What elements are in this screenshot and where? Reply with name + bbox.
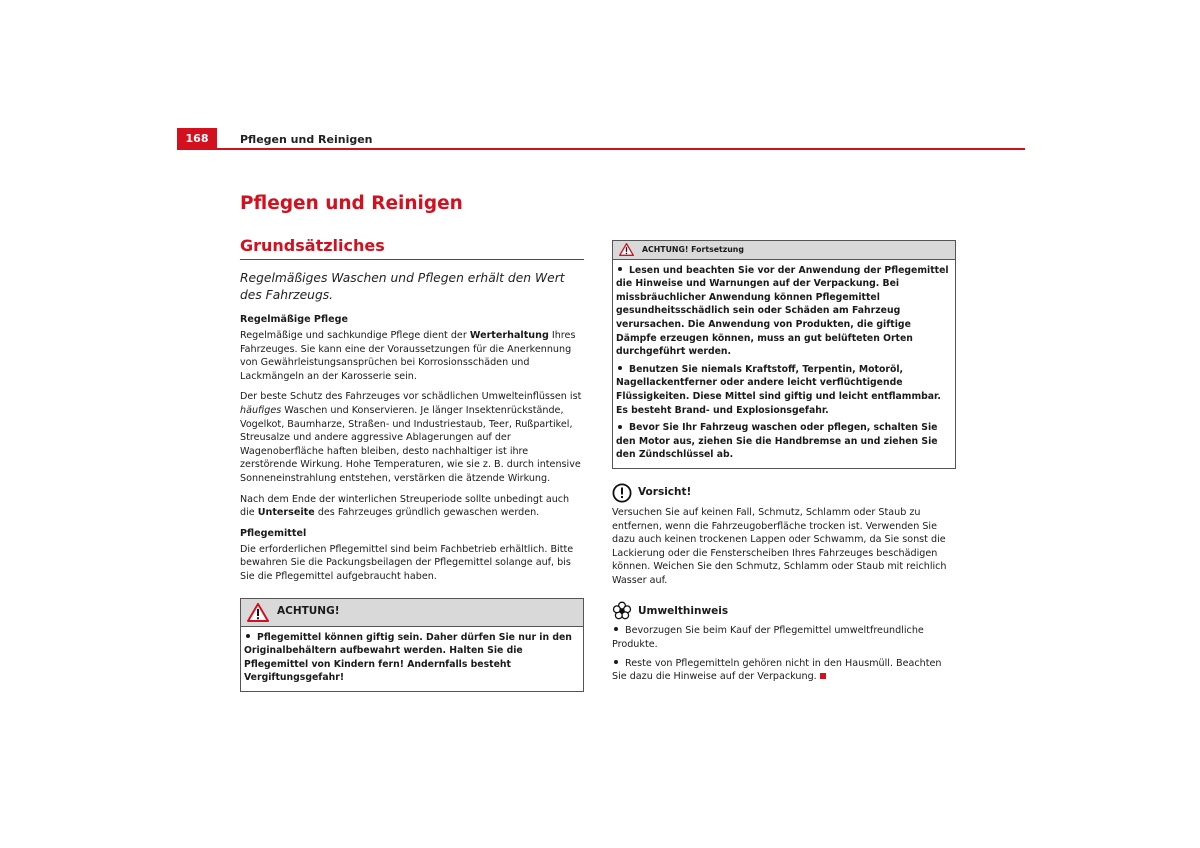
- subheading-regular-care: Regelmäßige Pflege: [240, 314, 348, 325]
- warning-item: Bevor Sie Ihr Fahrzeug waschen oder pflegen, schalten Sie den Motor aus, ziehen Sie die Handbremse an und ziehen Sie den Zündschlüssel ab.: [616, 422, 938, 461]
- warning-label: ACHTUNG!: [277, 605, 340, 618]
- flower-icon: [612, 601, 632, 621]
- header-rule: [177, 148, 1025, 150]
- bullet-icon: [618, 425, 622, 429]
- bullet-icon: [618, 366, 622, 370]
- warning-continued-label: ACHTUNG! Fortsetzung: [642, 245, 744, 254]
- paragraph-regular-care: Regelmäßige und sachkundige Pflege dient der Werterhaltung Ihres Fahrzeuges. Sie kann eine der Voraussetzungen für die Anerkennung von Gewährleistungsansprüchen bei Korrosionsschäden und Lackmängeln an der Karosserie sein.: [240, 330, 576, 382]
- warning-header: [241, 599, 583, 627]
- paragraph-underside: Nach dem Ende der winterlichen Streuperiode sollte unbedingt auch die Unterseite des Fahrzeuges gründlich gewaschen werden.: [240, 493, 570, 519]
- bullet-icon: [618, 267, 622, 271]
- right-column: [612, 240, 956, 689]
- paragraph-protection: Der beste Schutz des Fahrzeuges vor schädlichen Umwelteinflüssen ist häufiges Waschen und Konservieren. Je länger Insektenrückstände, Vogelkot, Baumharze, Straßen- und Industriestaub, Teer, Rußpartikel, Streusalze und andere aggressive Ablagerungen auf der Wagenoberfläche haften bleiben, desto nachhaltiger ist ihre zerstörende Wirkung. Hohe Temperaturen, wie sie z. B. durch intensive Sonneneinstrahlung entstehen, verstärken die ätzende Wirkung.: [240, 391, 582, 484]
- environment-item: Bevorzugen Sie beim Kauf der Pflegemittel umweltfreundliche Produkte.: [612, 625, 924, 651]
- warning-item: Lesen und beachten Sie vor der Anwendung der Pflegemittel die Hinweise und Warnungen auf der Verpackung. Bei missbräuchlicher Anwendung können Pflegemittel gesundheitsschädlich sein oder Schäden am Fahrzeug verursachen. Die Anwendung von Produkten, die giftige Dämpfe erzeugen können, muss an gut belüfteten Orten durchgeführt werden.: [616, 264, 949, 358]
- bullet-icon: [246, 634, 250, 638]
- warning-box: [240, 598, 584, 692]
- environment-header: [612, 601, 956, 621]
- bullet-icon: [614, 627, 618, 631]
- environment-item: Reste von Pflegemitteln gehören nicht in den Hausmüll. Beachten Sie dazu die Hinweise auf der Verpackung.: [612, 657, 942, 683]
- environment-label: Umwelthinweis: [638, 604, 729, 617]
- exclamation-circle-icon: [612, 483, 632, 503]
- warning-triangle-icon: [247, 603, 269, 622]
- end-of-section-marker: [820, 673, 826, 679]
- warning-continued-box: [612, 240, 956, 469]
- chapter-title: Pflegen und Reinigen: [240, 193, 463, 214]
- warning-item: Benutzen Sie niemals Kraftstoff, Terpentin, Motoröl, Nagellackentferner oder andere leicht verflüchtigende Flüssigkeiten. Diese Mittel sind giftig und leicht entflammbar. Es besteht Brand- und Explosionsgefahr.: [616, 363, 941, 416]
- warning-body: [241, 627, 583, 691]
- running-title: Pflegen und Reinigen: [240, 133, 373, 146]
- caution-header: [612, 483, 956, 503]
- bullet-icon: [614, 660, 618, 664]
- subheading-care-products: Pflegemittel: [240, 527, 307, 539]
- warning-triangle-icon: [619, 243, 634, 256]
- section-title: Grundsätzliches: [240, 236, 584, 260]
- caution-text: Versuchen Sie auf keinen Fall, Schmutz, Schlamm oder Staub zu entfernen, wenn die Fahrzeugoberfläche trocken ist. Verwenden Sie dazu auch keinen trockenen Lappen oder Schwamm, da Sie sonst die Lackierung oder die Fensterscheiben Ihres Fahrzeuges beschädigen können. Weichen Sie den Schmutz, Schlamm oder Staub mit reichlich Wasser auf.: [612, 506, 947, 586]
- left-column: [240, 192, 584, 692]
- caution-label: Vorsicht!: [638, 486, 692, 499]
- paragraph-care-products: Die erforderlichen Pflegemittel sind beim Fachbetrieb erhältlich. Bitte bewahren Sie die Packungsbeilagen der Pflegemittel solange auf, bis Sie die Pflegemittel aufgebraucht haben.: [240, 543, 574, 582]
- warning-item: Pflegemittel können giftig sein. Daher dürfen Sie nur in den Originalbehältern aufbewahrt werden. Halten Sie die Pflegemittel von Kindern fern! Andernfalls besteht Vergiftungsgefahr!: [244, 631, 572, 684]
- lead-text: Regelmäßiges Waschen und Pflegen erhält den Wert des Fahrzeugs.: [240, 271, 565, 302]
- page-number: 168: [177, 128, 217, 148]
- warning-continued-header: [613, 241, 955, 260]
- warning-continued-body: [613, 260, 955, 468]
